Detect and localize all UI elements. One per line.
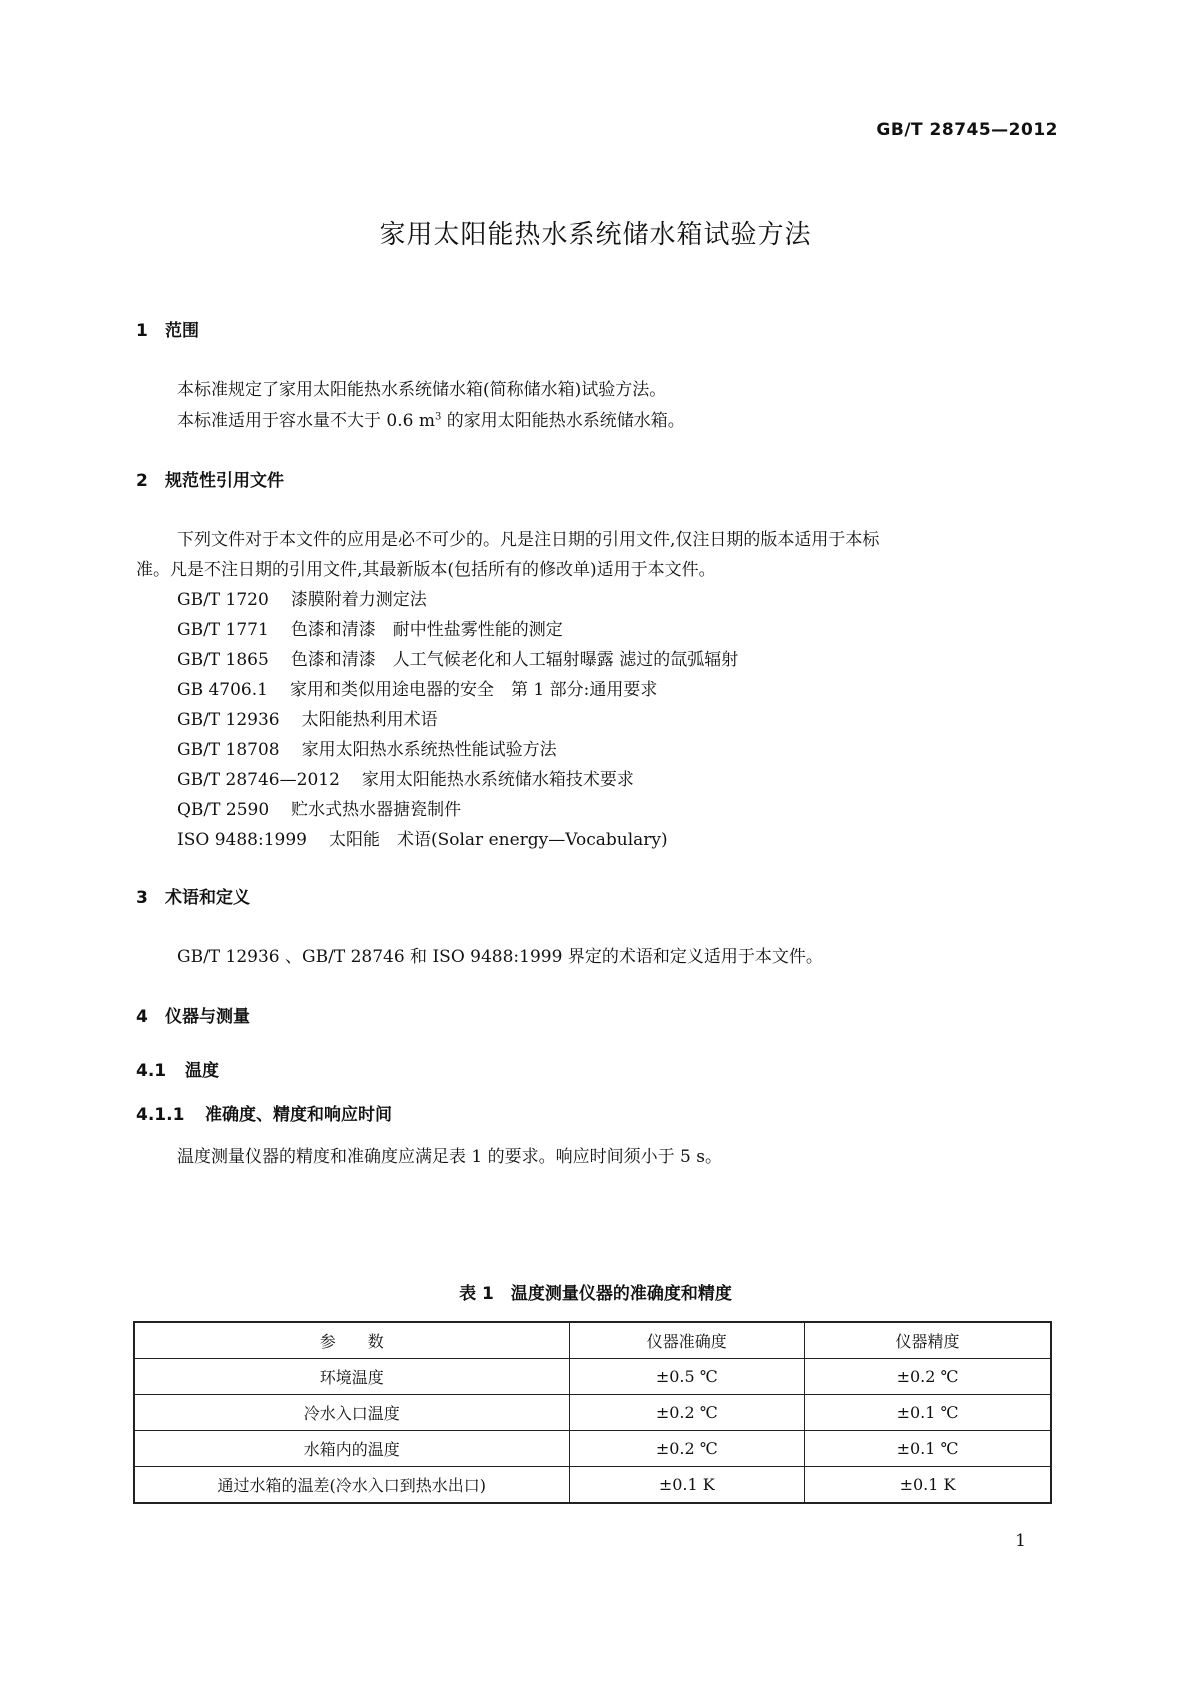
section-number: 3 <box>136 888 148 908</box>
section-4-1-1-heading <box>136 1100 392 1125</box>
ref-name: 家用太阳能热水系统储水箱技术要求 <box>361 770 634 790</box>
ref-code: GB/T 12936 <box>177 710 280 730</box>
table-row <box>134 1395 1051 1431</box>
section-number: 1 <box>136 321 148 341</box>
section-title: 范围 <box>165 321 199 341</box>
paragraph: 本标准规定了家用太阳能热水系统储水箱(简称储水箱)试验方法。 <box>177 380 667 400</box>
reference-item <box>177 645 738 670</box>
paragraph: 下列文件对于本文件的应用是必不可少的。凡是注日期的引用文件,仅注日期的版本适用于本标 <box>177 530 880 550</box>
ref-name: 贮水式热水器搪瓷制件 <box>291 800 462 820</box>
table-cell: ±0.1 K <box>569 1467 805 1504</box>
table-header-cell: 参 数 <box>134 1322 569 1359</box>
section-title: 规范性引用文件 <box>165 471 284 491</box>
reference-item <box>177 585 427 610</box>
table-cell: 通过水箱的温差(冷水入口到热水出口) <box>134 1467 569 1504</box>
table-header-cell: 仪器准确度 <box>569 1322 805 1359</box>
table-header-cell: 仪器精度 <box>805 1322 1051 1359</box>
section-title: 温度 <box>185 1061 219 1081</box>
table-cell: ±0.1 ℃ <box>805 1395 1051 1431</box>
section-4-heading <box>136 1002 250 1027</box>
ref-code: GB 4706.1 <box>177 680 268 700</box>
text-span: 的家用太阳能热水系统储水箱。 <box>441 411 685 431</box>
table-row <box>134 1359 1051 1395</box>
table-cell: 环境温度 <box>134 1359 569 1395</box>
section-number: 2 <box>136 471 148 491</box>
accuracy-table <box>133 1321 1052 1504</box>
section-4-1-heading <box>136 1056 219 1081</box>
standard-code: GB/T 28745—2012 <box>876 120 1058 140</box>
ref-name: 漆膜附着力测定法 <box>290 590 427 610</box>
ref-code: QB/T 2590 <box>177 800 270 820</box>
text-span: 本标准适用于容水量不大于 0.6 m <box>177 411 435 431</box>
ref-name: 色漆和清漆 人工气候老化和人工辐射曝露 滤过的氙弧辐射 <box>290 650 739 670</box>
superscript: 3 <box>434 411 442 423</box>
table-row <box>134 1431 1051 1467</box>
ref-name: 家用和类似用途电器的安全 第 1 部分:通用要求 <box>289 680 658 700</box>
table-cell: ±0.2 ℃ <box>569 1431 805 1467</box>
paragraph: 温度测量仪器的精度和准确度应满足表 1 的要求。响应时间须小于 5 s。 <box>177 1147 722 1167</box>
page-number: 1 <box>1015 1531 1026 1551</box>
reference-item <box>177 825 668 850</box>
section-number: 4.1 <box>136 1061 167 1081</box>
section-title: 仪器与测量 <box>165 1007 250 1027</box>
ref-name: 家用太阳热水系统热性能试验方法 <box>301 740 557 760</box>
ref-code: GB/T 28746—2012 <box>177 770 340 790</box>
section-1-heading <box>136 316 199 341</box>
table-cell: 水箱内的温度 <box>134 1431 569 1467</box>
reference-item <box>177 795 461 820</box>
paragraph: 准。凡是不注日期的引用文件,其最新版本(包括所有的修改单)适用于本文件。 <box>136 560 716 580</box>
ref-name: 色漆和清漆 耐中性盐雾性能的测定 <box>290 620 563 640</box>
ref-code: GB/T 1771 <box>177 620 269 640</box>
table-header-row <box>134 1322 1051 1359</box>
reference-item <box>177 735 557 760</box>
section-number: 4 <box>136 1007 148 1027</box>
ref-name: 太阳能热利用术语 <box>301 710 438 730</box>
ref-code: ISO 9488:1999 <box>177 830 307 850</box>
ref-code: GB/T 1865 <box>177 650 269 670</box>
paragraph <box>177 406 685 431</box>
section-number: 4.1.1 <box>136 1105 185 1125</box>
table-cell: ±0.1 K <box>805 1467 1051 1504</box>
reference-item <box>177 615 563 640</box>
ref-name: 太阳能 术语(Solar energy—Vocabulary) <box>328 830 668 850</box>
paragraph: GB/T 12936 、GB/T 28746 和 ISO 9488:1999 界定的术语和定义适用于本文件。 <box>177 947 823 967</box>
table-cell: ±0.1 ℃ <box>805 1431 1051 1467</box>
reference-item <box>177 675 657 700</box>
table-cell: ±0.5 ℃ <box>569 1359 805 1395</box>
section-title: 术语和定义 <box>165 888 250 908</box>
table-cell: ±0.2 ℃ <box>569 1395 805 1431</box>
table-cell: 冷水入口温度 <box>134 1395 569 1431</box>
table-cell: ±0.2 ℃ <box>805 1359 1051 1395</box>
ref-code: GB/T 1720 <box>177 590 269 610</box>
section-3-heading <box>136 883 250 908</box>
document-title: 家用太阳能热水系统储水箱试验方法 <box>379 220 812 250</box>
reference-item <box>177 765 634 790</box>
section-2-heading <box>136 466 284 491</box>
ref-code: GB/T 18708 <box>177 740 280 760</box>
table-caption: 表 1 温度测量仪器的准确度和精度 <box>459 1284 732 1304</box>
table-row <box>134 1467 1051 1504</box>
section-title: 准确度、精度和响应时间 <box>205 1105 392 1125</box>
reference-item <box>177 705 438 730</box>
